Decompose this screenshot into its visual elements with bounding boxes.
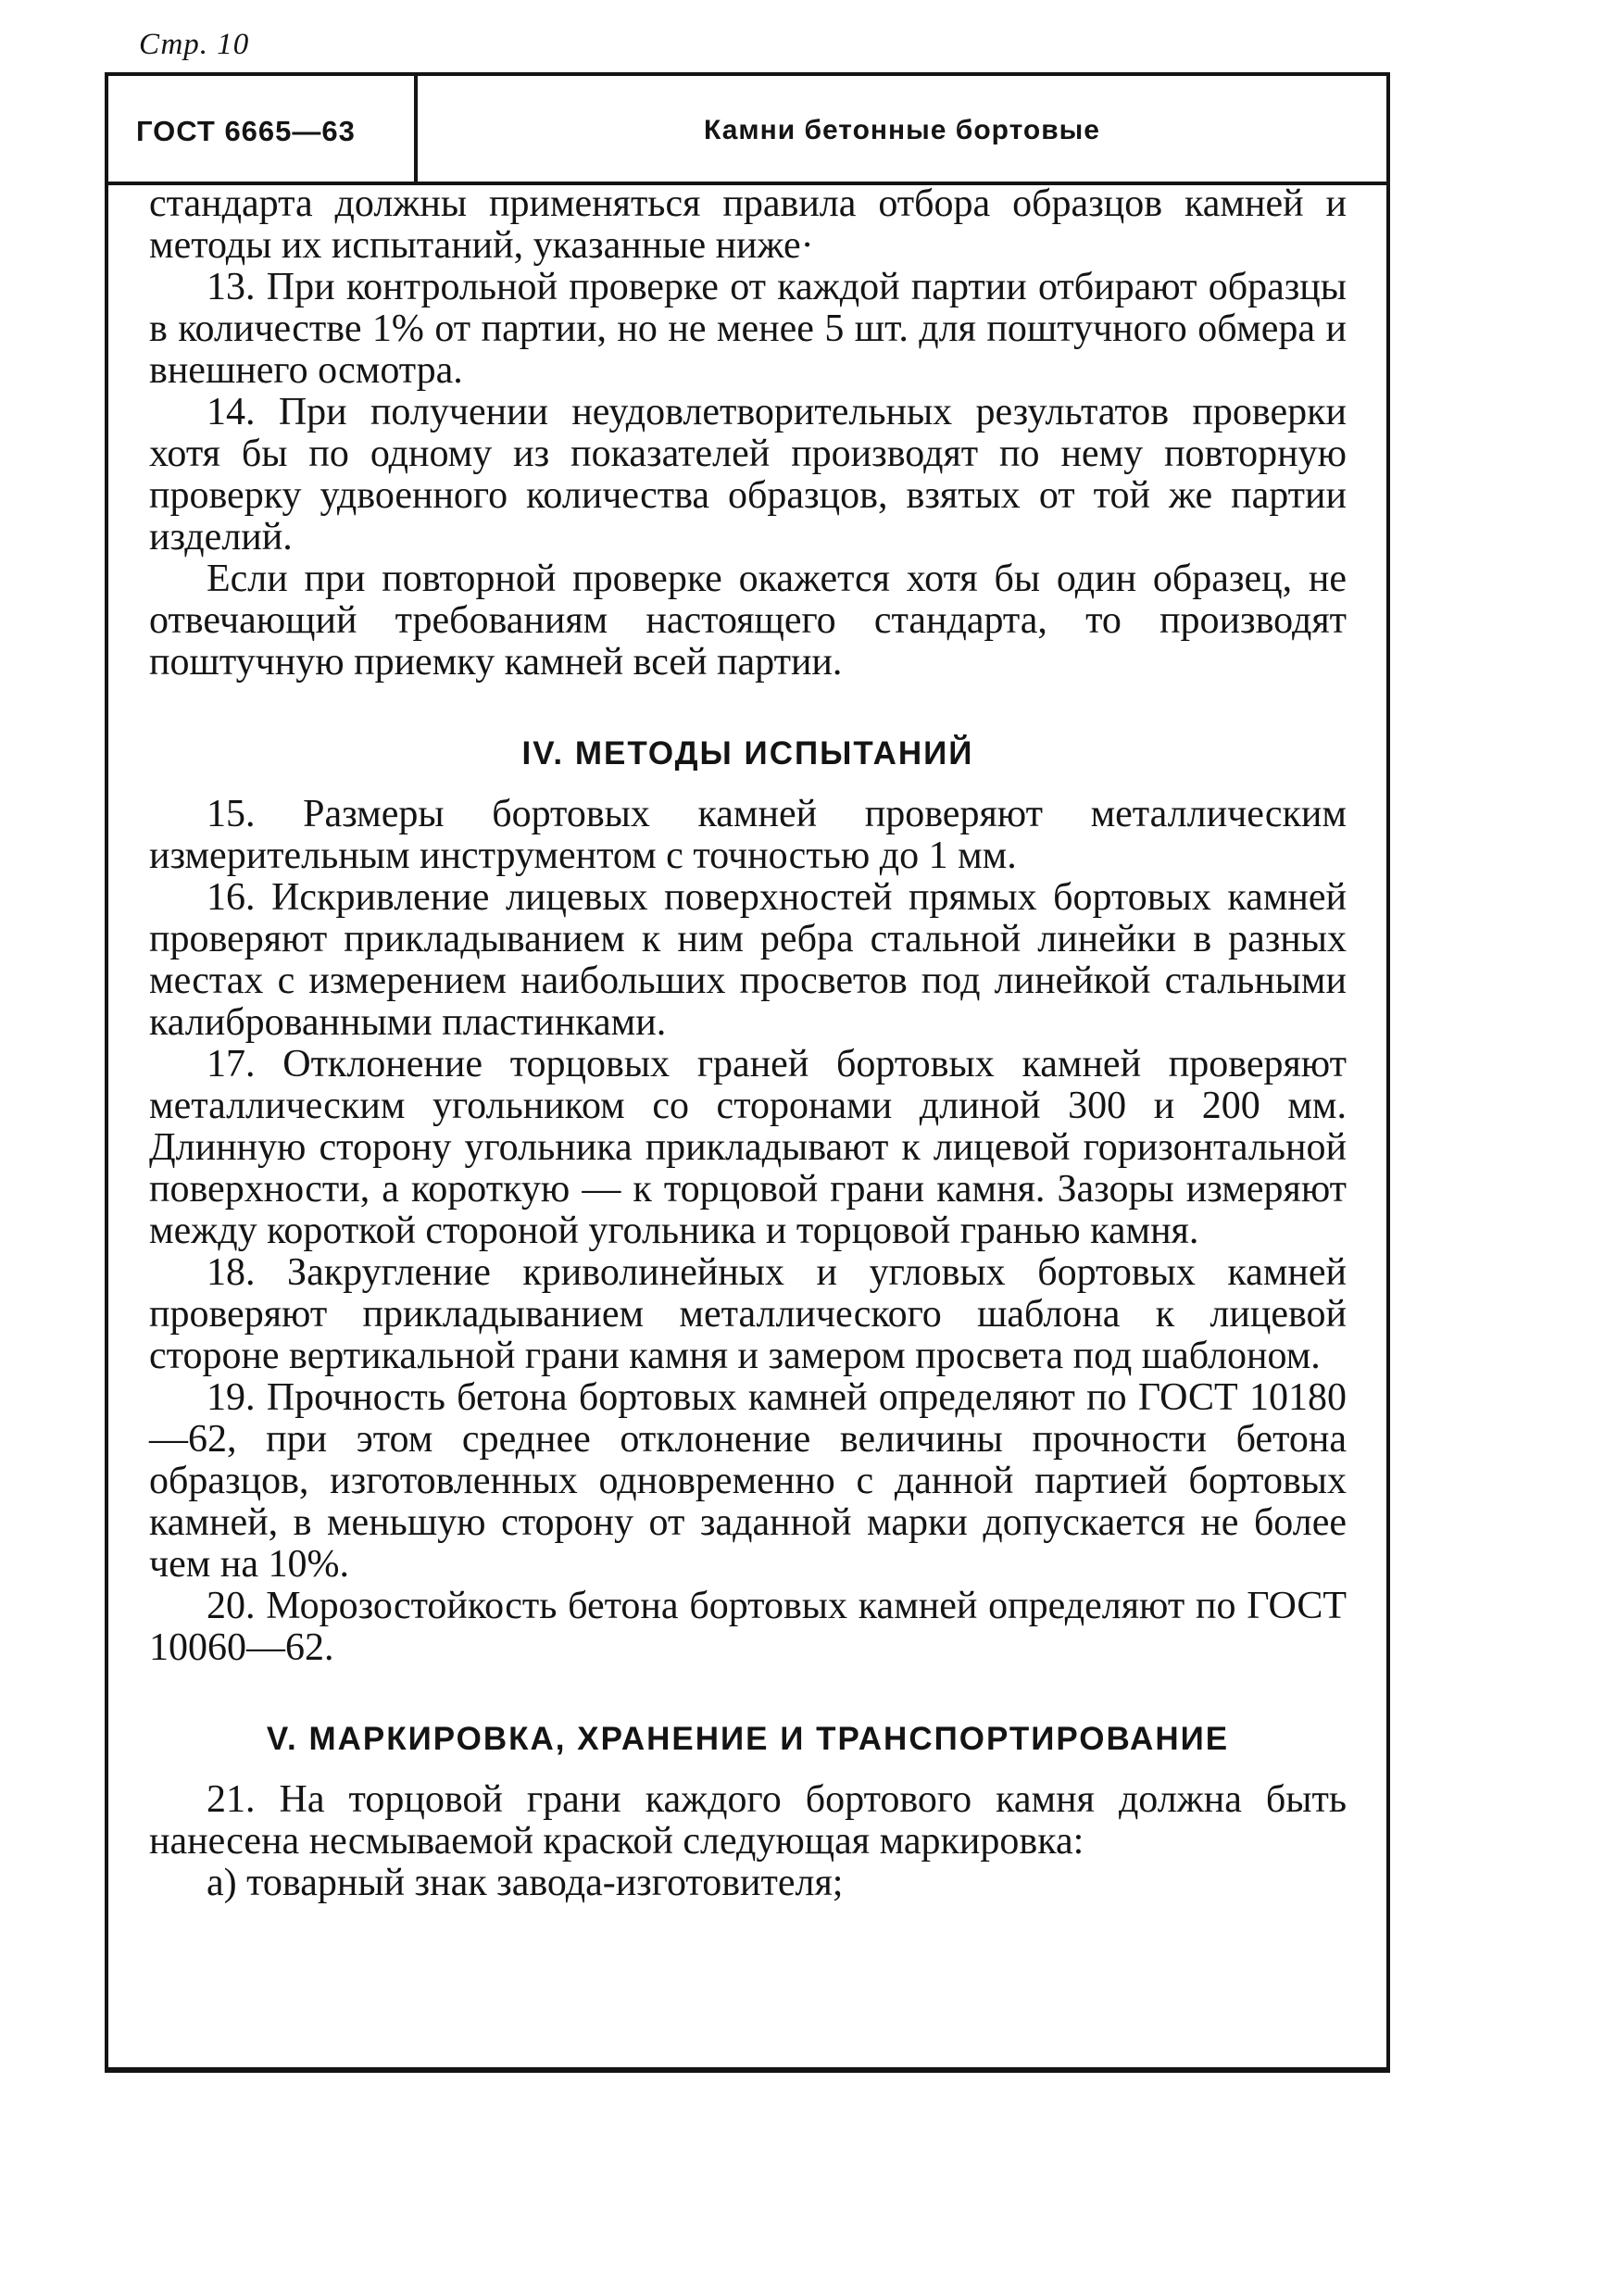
document-title: Камни бетонные бортовые: [704, 115, 1100, 145]
document-header: [108, 76, 1386, 185]
paragraph-17: 17. Отклонение торцовых граней бортовых камней проверяют металлическим угольником со сторонами длиной 300 и 200 мм. Длинную сторону угольника прикладывают к лицевой горизонтальной поверхности, а короткую — к торцовой грани камня. Зазоры измеряют между короткой стороной угольника и торцовой гранью камня.: [149, 1043, 1347, 1252]
gost-code: ГОСТ 6665—63: [136, 115, 356, 147]
paragraph-18: 18. Закругление криволинейных и угловых бортовых камней проверяют прикладыванием металлического шаблона к лицевой стороне вертикальной грани камня и замером просвета под шаблоном.: [149, 1251, 1347, 1377]
section-4-title: IV. МЕТОДЫ ИСПЫТАНИЙ: [521, 735, 974, 772]
page-number: Стр. 10: [139, 28, 250, 61]
paragraph-13: 13. При контрольной проверке от каждой партии отбирают образцы в количестве 1% от партии, но не менее 5 шт. для поштучного обмера и внешнего осмотра.: [149, 266, 1347, 392]
paragraph-15: 15. Размеры бортовых камней проверяют металлическим измерительным инструментом с точностью до 1 мм.: [149, 793, 1347, 877]
paragraph-14: 14. При получении неудовлетворительных результатов проверки хотя бы по одному из показателей производят по нему повторную проверку удвоенного количества образцов, взятых от той же партии изделий.: [149, 391, 1347, 558]
paragraph-20: 20. Морозостойкость бетона бортовых камней определяют по ГОСТ 10060—62.: [149, 1585, 1347, 1669]
paragraph-21: 21. На торцовой грани каждого бортового камня должна быть нанесена несмываемой краской следующая маркировка:: [149, 1778, 1347, 1863]
paragraph-21a: а) товарный знак завода-изготовителя;: [207, 1862, 844, 1904]
paragraph-14-continued: Если при повторной проверке окажется хотя бы один образец, не отвечающий требованиям настоящего стандарта, то производят поштучную приемку камней всей партии.: [149, 558, 1347, 684]
paragraph-16: 16. Искривление лицевых поверхностей прямых бортовых камней проверяют прикладыванием к ним ребра стальной линейки в разных местах с измерением наибольших просветов под линейкой стальными калиброванными пластинками.: [149, 876, 1347, 1044]
document-frame: [105, 72, 1390, 2073]
section-5-title: V. МАРКИРОВКА, ХРАНЕНИЕ И ТРАНСПОРТИРОВАНИЕ: [266, 1721, 1230, 1757]
document-body: [149, 183, 1347, 1904]
paragraph-19: 19. Прочность бетона бортовых камней определяют по ГОСТ 10180—62, при этом среднее отклонение величины прочности бетона образцов, изготовленных одновременно с данной партией бортовых камней, в меньшую сторону от заданной марки допускается не более чем на 10%.: [149, 1376, 1347, 1586]
paragraph-continuation: стандарта должны применяться правила отбора образцов камней и методы их испытаний, указанные ниже·: [149, 182, 1347, 267]
